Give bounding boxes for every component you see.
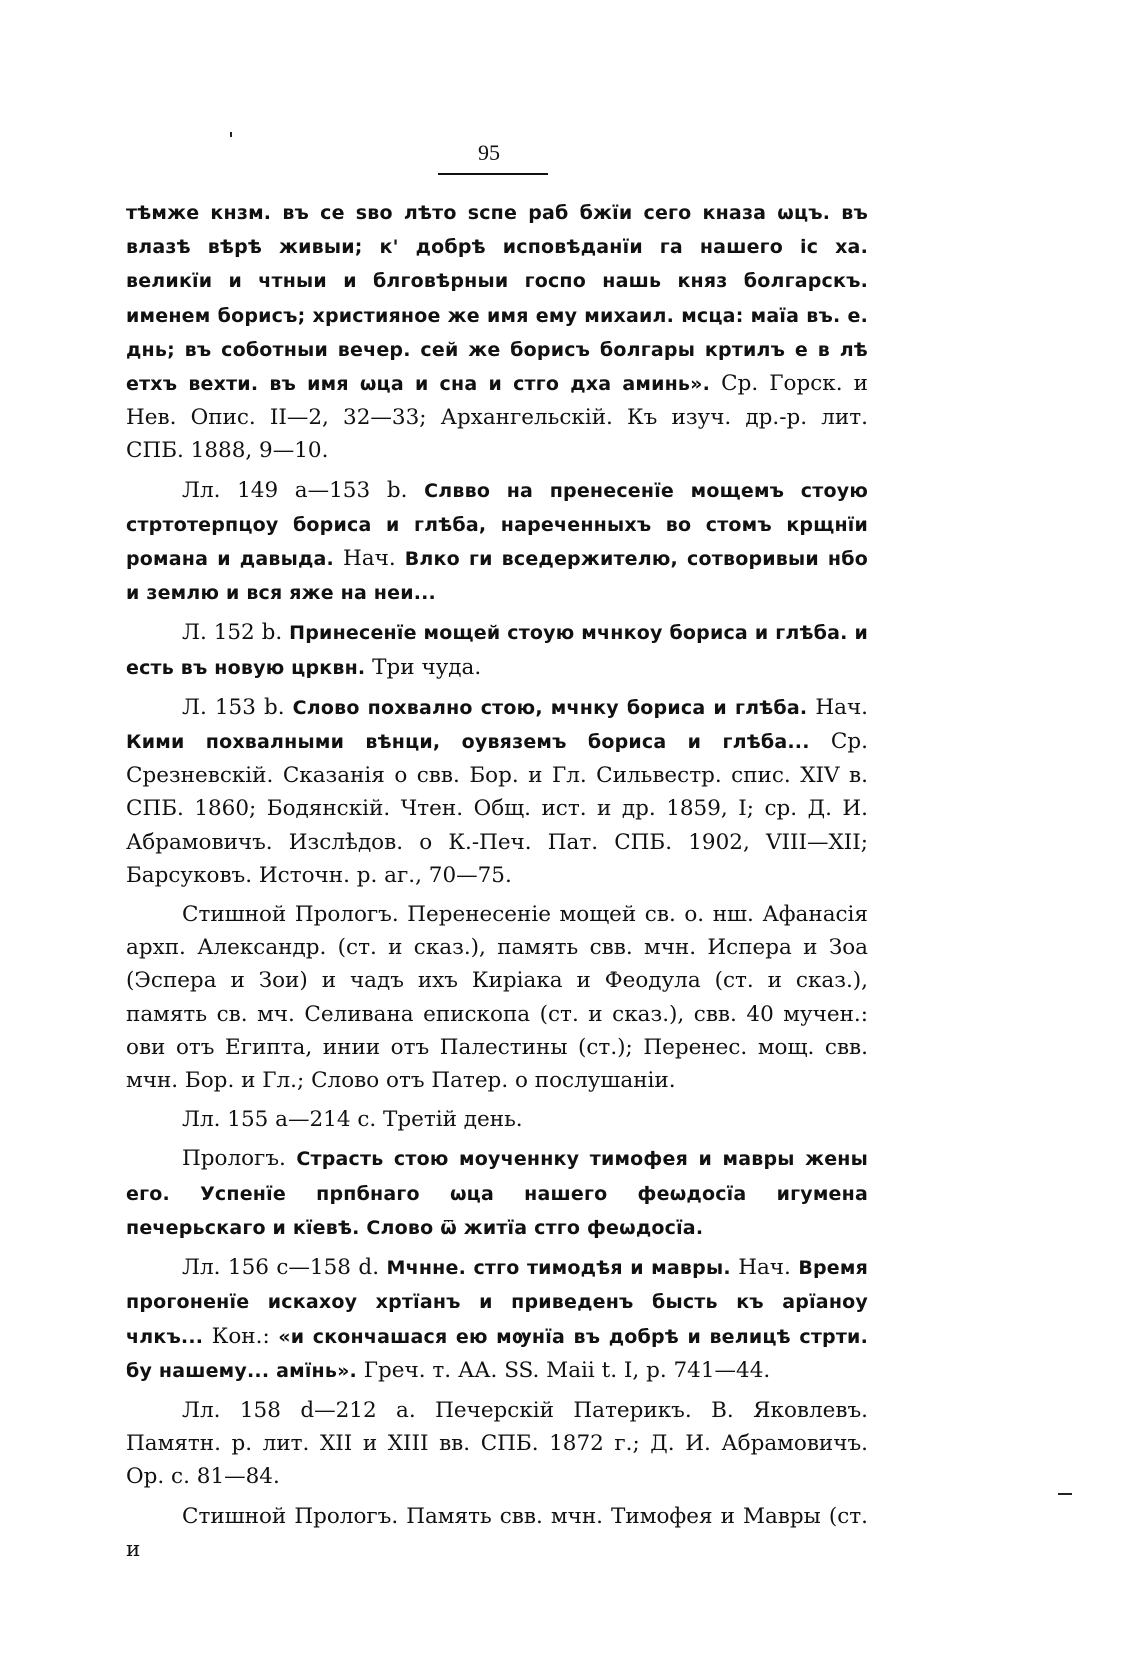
paragraph-text: Прологъ.: [182, 1146, 297, 1172]
church-slavonic-quote: Слово похвално стою, мчнку бориса и глѣба.: [292, 696, 808, 719]
paragraph-text: Три чуда.: [365, 654, 482, 680]
paragraph-text: Греч. т. АА. SS. Maii t. I, p. 741—44.: [356, 1357, 771, 1383]
paragraph-text: Нач.: [730, 1255, 799, 1281]
paragraph: [126, 691, 868, 892]
church-slavonic-quote: тѣмже кнзм. въ се ѕво лѣто ѕспе раб бжїи сего кназа ѡцъ. въ влазѣ вѣрѣ живыи; к' добрѣ исповѣданїи га нашего іс ха. великїи и чтныи и блговѣрныи госпо нашь княз болгарскъ. именем борисъ; християное же имя ему михаил. мсца: маїа въ. е. днь; въ соботныи вечер. сей же борисъ болгары кртилъ е в лѣ етхъ вехти. въ имя ѡца и сна и стго дха аминь».: [126, 202, 868, 396]
paragraph: [126, 1251, 868, 1388]
paragraph: [126, 616, 868, 684]
paragraph-text: Л. 153 b.: [182, 694, 293, 720]
paragraph: [126, 474, 868, 611]
paragraph: [126, 1500, 868, 1566]
paragraph: [126, 1394, 868, 1494]
page-number-rule: [438, 173, 548, 175]
paragraph-text: Лл. 156 с—158 d.: [182, 1255, 387, 1281]
page-number: 95: [478, 140, 500, 165]
church-slavonic-quote: Мчнне. стго тимодѣя и мавры.: [386, 1257, 731, 1280]
paragraph-text: Нач.: [333, 546, 405, 572]
paragraph-text: Лл. 149 а—153 b.: [182, 477, 425, 503]
paragraph: [126, 1142, 868, 1245]
paragraph: [126, 196, 868, 468]
body-text: [126, 196, 868, 1572]
church-slavonic-quote: Кими похвалными вѣнци, оувяземъ бориса и глѣба...: [126, 731, 810, 754]
church-slavonic-quote: Слвво на пренесенїе мощемъ стоую стртотерпцоу бориса и глѣба, нареченныхъ во стомъ крщнїи романа и давыда.: [126, 479, 868, 571]
paragraph: [126, 898, 868, 1097]
paragraph-text: Кон.:: [203, 1323, 279, 1349]
scan-mark: [1058, 1493, 1072, 1495]
paragraph-text: Ср. Горск. и Нев. Опис. II—2, 32—33; Архангельскій. Къ изуч. др.-р. лит. СПБ. 1888, 9—10.: [126, 371, 868, 464]
paragraph-text: Нач.: [807, 694, 869, 720]
church-slavonic-quote: Время прогоненїе искахоу хртїанъ и приведенъ бысть къ арїаноу члкъ...: [126, 1257, 869, 1348]
church-slavonic-quote: Принесенїе мощей стоую мчнкоу бориса и глѣба. и есть въ новую црквн.: [126, 622, 868, 679]
paragraph-text: Л. 152 b.: [182, 620, 290, 646]
paragraph: [126, 1103, 868, 1136]
church-slavonic-quote: «и скончашася ею мѹнїа въ добрѣ и велицѣ стрти. бу нашему... амїнь».: [126, 1325, 868, 1382]
paragraph-text: Ср. Срезневскій. Сказанія о свв. Бор. и Гл. Сильвестр. спис. XIV в. СПБ. 1860; Бодянскій. Чтен. Общ. ист. и др. 1859, I; ср. Д. И. Абрамовичъ. Изслѣдов. о К.-Печ. Пат. СПБ. 1902, VIII—XII; Барсуковъ. Источн. р. аг., 70—75.: [126, 729, 868, 888]
paragraph-text: Лл. 155 а—214 с. Третій день.: [182, 1107, 523, 1133]
scan-mark: [230, 132, 232, 137]
paragraph-text: Стишной Прологъ. Память свв. мчн. Тимофея и Мавры (ст. и: [126, 1503, 868, 1562]
paragraph-text: Лл. 158 d—212 а. Печерскій Патерикъ. В. Яковлевъ. Памятн. р. лит. XII и XIII вв. СПБ. 1872 г.; Д. И. Абрамовичъ. Ор. с. 81—84.: [126, 1397, 868, 1490]
paragraph-text: Стишной Прологъ. Перенесеніе мощей св. о. нш. Афанасія архп. Александр. (ст. и сказ.), память свв. мчн. Испера и Зоа (Эспера и Зои) и чадъ ихъ Киріака и Феодула (ст. и сказ.), память св. мч. Селивана епископа (ст. и сказ.), свв. 40 мучен.: ови отъ Египта, инии отъ Палестины (ст.); Перенес. мощ. свв. мчн. Бор. и Гл.; Слово отъ Патер. о послушаніи.: [126, 902, 868, 1094]
church-slavonic-quote: Влко ги вседержителю, сотворивыи нбо и землю и вся яже на неи...: [126, 548, 868, 605]
church-slavonic-quote: Страсть стою моученнку тимофея и мавры жены его. Успенїе прпбнаго ѡца нашего феѡдосїа игумена печерьскаго и кїевѣ. Слово ѿ житїа стго феѡдосїа.: [126, 1148, 869, 1239]
